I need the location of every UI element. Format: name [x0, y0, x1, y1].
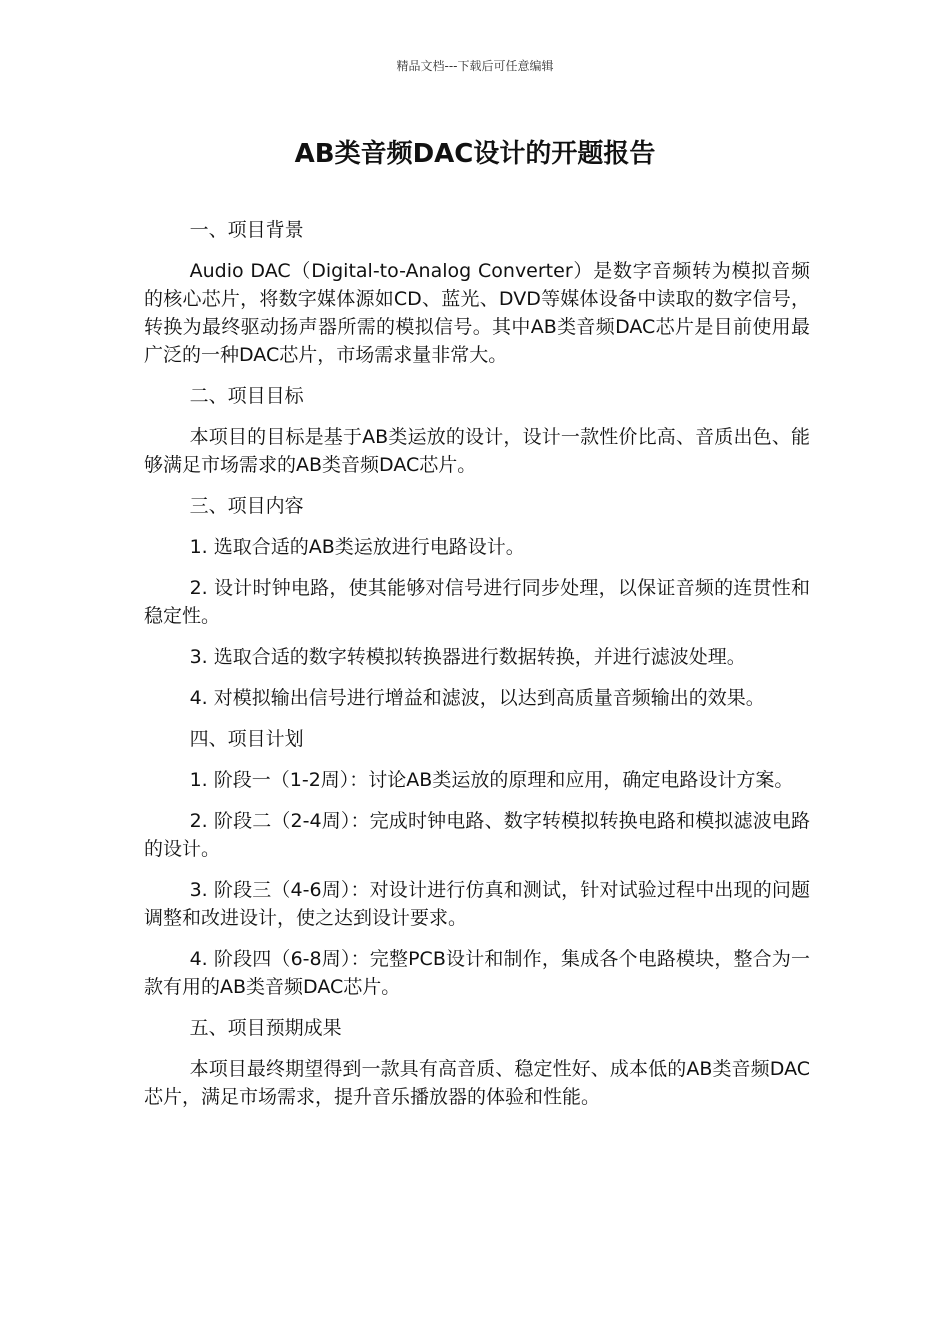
plan-item-4: 4. 阶段四（6-8周）：完整PCB设计和制作，集成各个电路模块，整合为一款有用的AB类音频DAC芯片。: [144, 948, 810, 998]
paragraph-background: Audio DAC（Digital-to-Analog Converter）是数字音频转为模拟音频的核心芯片，将数字媒体源如CD、蓝光、DVD等媒体设备中读取的数字信号，转换为最终驱动扬声器所需的模拟信号。其中AB类音频DAC芯片是目前使用最广泛的一种DAC芯片，市场需求量非常大。: [144, 260, 810, 366]
plan-item-2: 2. 阶段二（2-4周）：完成时钟电路、数字转模拟转换电路和模拟滤波电路的设计。: [144, 810, 810, 860]
paragraph-results: 本项目最终期望得到一款具有高音质、稳定性好、成本低的AB类音频DAC芯片，满足市场需求，提升音乐播放器的体验和性能。: [144, 1058, 810, 1108]
document-title: AB类音频DAC设计的开题报告: [294, 139, 656, 169]
section-heading-content: 三、项目内容: [189, 495, 304, 517]
content-item-2: 2. 设计时钟电路，使其能够对信号进行同步处理，以保证音频的连贯性和稳定性。: [144, 577, 810, 627]
section-heading-goal: 二、项目目标: [189, 385, 304, 407]
page-header: 精品文档---下载后可任意编辑: [396, 59, 554, 73]
section-heading-results: 五、项目预期成果: [189, 1017, 342, 1039]
document-body: [144, 216, 810, 1124]
section-heading-plan: 四、项目计划: [189, 728, 304, 750]
content-item-1: 1. 选取合适的AB类运放进行电路设计。: [189, 536, 525, 558]
content-item-3: 3. 选取合适的数字转模拟转换器进行数据转换，并进行滤波处理。: [189, 646, 746, 668]
content-item-4: 4. 对模拟输出信号进行增益和滤波，以达到高质量音频输出的效果。: [189, 687, 765, 709]
paragraph-goal: 本项目的目标是基于AB类运放的设计，设计一款性价比高、音质出色、能够满足市场需求的AB类音频DAC芯片。: [144, 426, 810, 476]
plan-item-3: 3. 阶段三（4-6周）：对设计进行仿真和测试，针对试验过程中出现的问题调整和改进设计，使之达到设计要求。: [144, 879, 810, 929]
section-heading-background: 一、项目背景: [189, 219, 304, 241]
plan-item-1: 1. 阶段一（1-2周）：讨论AB类运放的原理和应用，确定电路设计方案。: [189, 769, 794, 791]
